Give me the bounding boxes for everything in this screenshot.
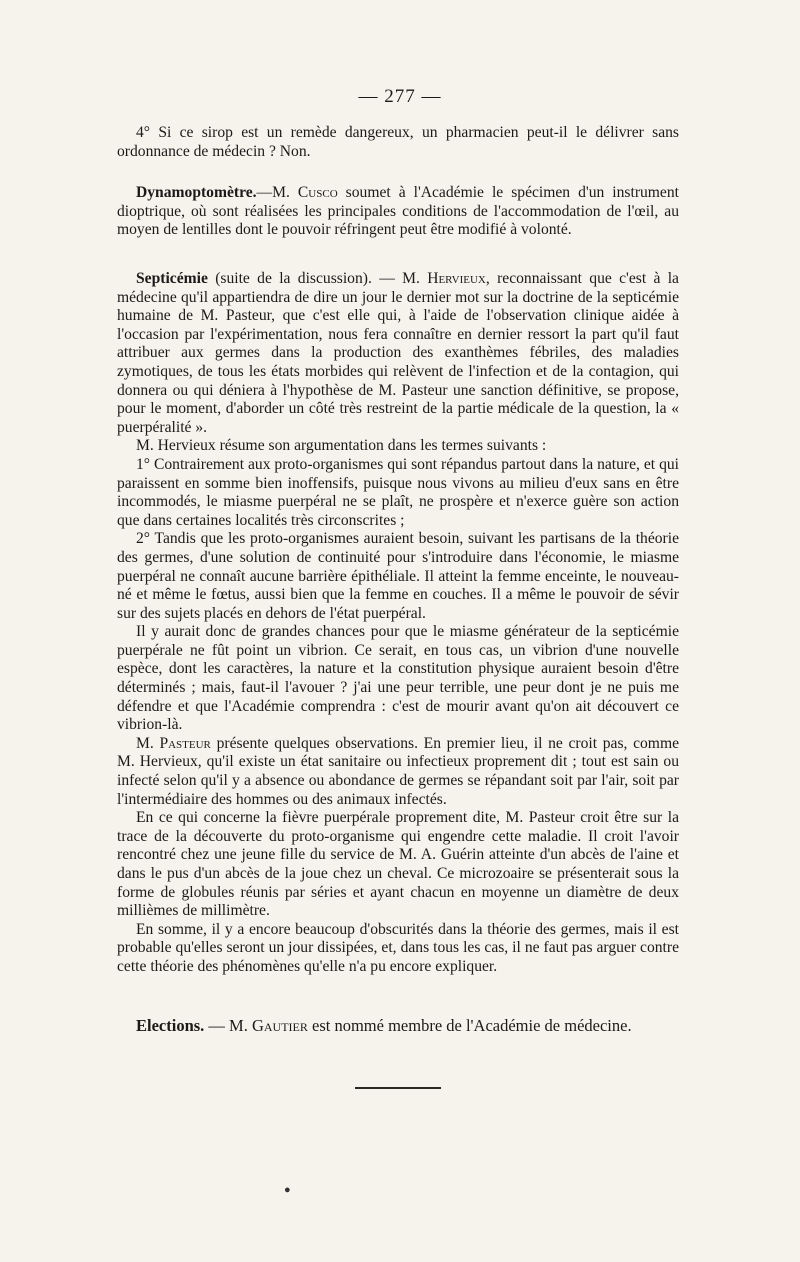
paragraph: 1° Contrairement aux proto-organismes qui sont répandus partout dans la nature, et qui paraissent en somme bien inoffensifs, puisque nous vivons au milieu d'eux sans en être incommodés, le miasme puerpéral ne se plaît, ne prospère et n'exerce guère son action que dans certaines localités très circonscrites ; (117, 455, 679, 529)
paragraph: Il y aurait donc de grandes chances pour que le miasme générateur de la septicémie puerpérale ne fût point un vibrion. Ce serait, en tous cas, un vibrion d'une nouvelle espèce, dont les caractères, la nature et la constitution physique auraient besoin d'être déterminés ; mais, faut-il l'avouer ? j'ai une peur terrible, une peur dont je ne puis me défendre et que l'Académie comprendra : c'est de mourir avant qu'on ait découvert ce vibrion-là. (117, 623, 679, 734)
p5-prefix: M. (136, 734, 160, 752)
p5-name: Pasteur (159, 734, 211, 752)
elections-section (117, 1016, 679, 1036)
question-paragraph (117, 124, 679, 161)
dynamoptometre-text: soumet à l'Académie le spécimen d'un instrument dioptrique, où sont réalisées les principales conditions de l'accommodation de l'œil, au moyen de lentilles dont le pouvoir réfringent peut être modifié à volonté. (117, 184, 679, 239)
elections-text: est nommé membre de l'Académie de médecine. (307, 1016, 632, 1035)
dynamoptometre-heading: Dynamoptomètre. (136, 184, 257, 201)
dynamoptometre-paragraph (117, 184, 679, 240)
elections-name: Gautier (251, 1016, 308, 1035)
elections-heading: Elections. (136, 1016, 205, 1035)
septicemie-heading: Septicémie (136, 270, 208, 287)
section-divider (355, 1087, 441, 1089)
paragraph: M. Hervieux résume son argumentation dans les termes suivants : (136, 437, 547, 455)
page-number: — 277 — (358, 86, 442, 107)
septicemie-section (117, 270, 679, 977)
paragraph: 2° Tandis que les proto-organismes auraient besoin, suivant les partisans de la théorie des germes, d'une solution de continuité pour s'introduire dans l'économie, le miasme puerpéral ne connaît aucune barrière épithéliale. Il atteint la femme enceinte, le nouveau-né et même le fœtus, aussi bien que la femme en couches. Il a même le pouvoir de sévir sur des sujets placés en dehors de l'état puerpéral. (117, 530, 679, 622)
elections-paragraph (117, 1016, 679, 1036)
author-name: Cusco (297, 184, 338, 201)
intro-text-b: , reconnaissant que c'est à la médecine qu'il appartiendra de dire un jour le dernier mot sur la doctrine de la septicémie humaine de M. Pasteur, que c'est elle qui, à l'aide de l'observation clinique aidée à l'occasion par l'expérimentation, nous fera connaître en dernier ressort la part qu'il faut attribuer aux germes dans la production des exanthèmes fébriles, des maladies zymotiques, de tous les états morbides qui relèvent de l'infection et de la contagion, qui donnera ou qui déniera à l'hypothèse de M. Pasteur une sanction définitive, se propose, pour le moment, d'aborder un côté très restreint de la partie médicale de la question, la « puerpéralité ». (117, 270, 679, 436)
septicemie-intro (117, 270, 679, 437)
paragraph (117, 735, 679, 809)
paragraph: En somme, il y a encore beaucoup d'obscurités dans la théorie des germes, mais il est probable qu'elles seront un jour dissipées, et, dans tous les cas, il ne faut pas arguer contre cette théorie des phénomènes qu'elle n'a pu encore expliquer. (117, 920, 679, 975)
sirop-text: 4° Si ce sirop est un remède dangereux, un pharmacien peut-il le délivrer sans ordonnance de médecin ? Non. (117, 124, 679, 160)
printer-mark: ● (284, 1184, 291, 1196)
p5-text: présente quelques observations. En premier lieu, il ne croit pas, comme M. Hervieux, qu'il existe un état sanitaire ou infectieux proprement dit ; tout est sain ou infecté selon qu'il y a absence ou abondance de germes se répandant soit par l'air, soit par l'intermédiaire des hommes ou des animaux infectés. (117, 734, 679, 808)
author-prefix: —M. (256, 184, 298, 201)
paragraph: En ce qui concerne la fièvre puerpérale proprement dite, M. Pasteur croit être sur la trace de la découverte du proto-organisme qui engendre cette maladie. Il croit l'avoir rencontré chez une jeune fille du service de M. A. Guérin atteinte d'un abcès de l'aine et dans le pus d'un abcès de la joue chez un cheval. Ce microzoaire se présenterait sous la forme de globules réunis par séries et ayant chacun en moyenne un diamètre de deux millièmes de millimètre. (117, 809, 679, 920)
dynamoptometre-section (117, 184, 679, 240)
intro-text-a: (suite de la discussion). — M. (207, 270, 428, 287)
intro-name: Hervieux (427, 270, 486, 287)
elections-prefix: — M. (204, 1016, 252, 1035)
